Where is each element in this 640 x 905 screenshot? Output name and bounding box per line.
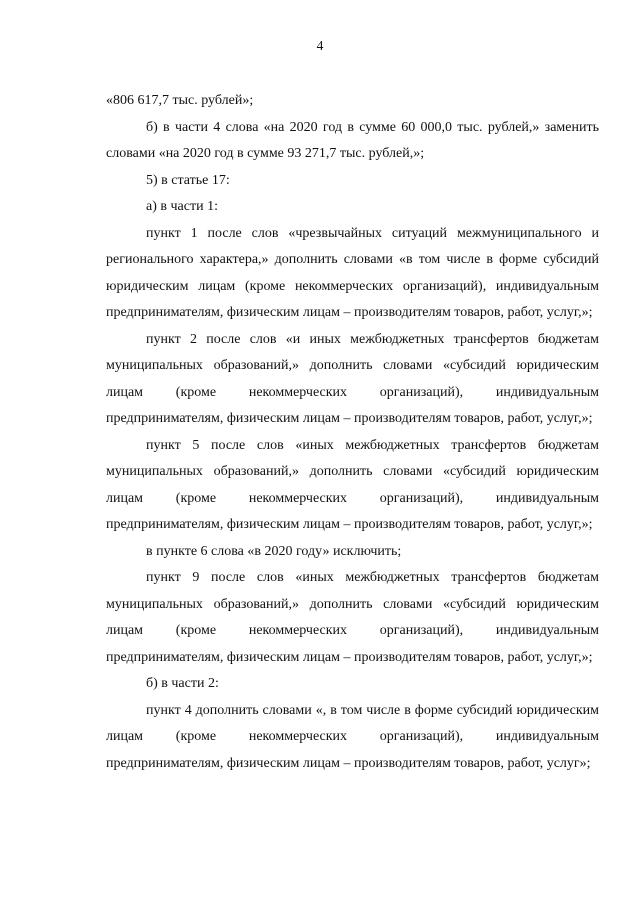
paragraph-point-5: пункт 5 после слов «иных межбюджетных трансфертов бюджетам муниципальных образований,» дополнить словами «субсидий юридическим лицам (кроме некоммерческих организаций), индивидуальным предпринимателям, физическим лицам – производителям товаров, работ, услуг,»; bbox=[106, 437, 599, 532]
paragraph-point-2: пункт 2 после слов «и иных межбюджетных трансфертов бюджетам муниципальных образований,» дополнить словами «субсидий юридическим лицам (кроме некоммерческих организаций), индивидуальным предпринимателям, физическим лицам – производителям товаров, работ, услуг,»; bbox=[106, 331, 599, 426]
paragraph-part-4-amendment: б) в части 4 слова «на 2020 год в сумме 60 000,0 тыс. рублей,» заменить словами «на 2020 год в сумме 93 271,7 тыс. рублей,»; bbox=[106, 119, 599, 161]
paragraph-point-9: пункт 9 после слов «иных межбюджетных трансфертов бюджетам муниципальных образований,» дополнить словами «субсидий юридическим лицам (кроме некоммерческих организаций), индивидуальным предпринимателям, физическим лицам – производителям товаров, работ, услуг,»; bbox=[106, 570, 599, 665]
paragraph-point-1: пункт 1 после слов «чрезвычайных ситуаций межмуниципального и регионального характера,» дополнить словами «в том числе в форме субсидий юридическим лицам (кроме некоммерческих организаций), индивидуальным предпринимателям, физическим лицам – производителям товаров, работ, услуг,»; bbox=[106, 225, 599, 320]
paragraph-part-2-heading: б) в части 2: bbox=[146, 676, 219, 691]
page-number: 4 bbox=[316, 38, 324, 53]
document-body bbox=[106, 88, 599, 777]
paragraph-amount-continuation: «806 617,7 тыс. рублей»; bbox=[106, 93, 254, 108]
paragraph-article-17: 5) в статье 17: bbox=[146, 172, 230, 188]
paragraph-part-1-heading: а) в части 1: bbox=[146, 199, 218, 214]
paragraph-point-4: пункт 4 дополнить словами «, в том числе в форме субсидий юридическим лицам (кроме некоммерческих организаций), индивидуальным предпринимателям, физическим лицам – производителям товаров, работ, услуг»; bbox=[106, 702, 599, 771]
paragraph-point-6: в пункте 6 слова «в 2020 году» исключить; bbox=[146, 543, 402, 559]
